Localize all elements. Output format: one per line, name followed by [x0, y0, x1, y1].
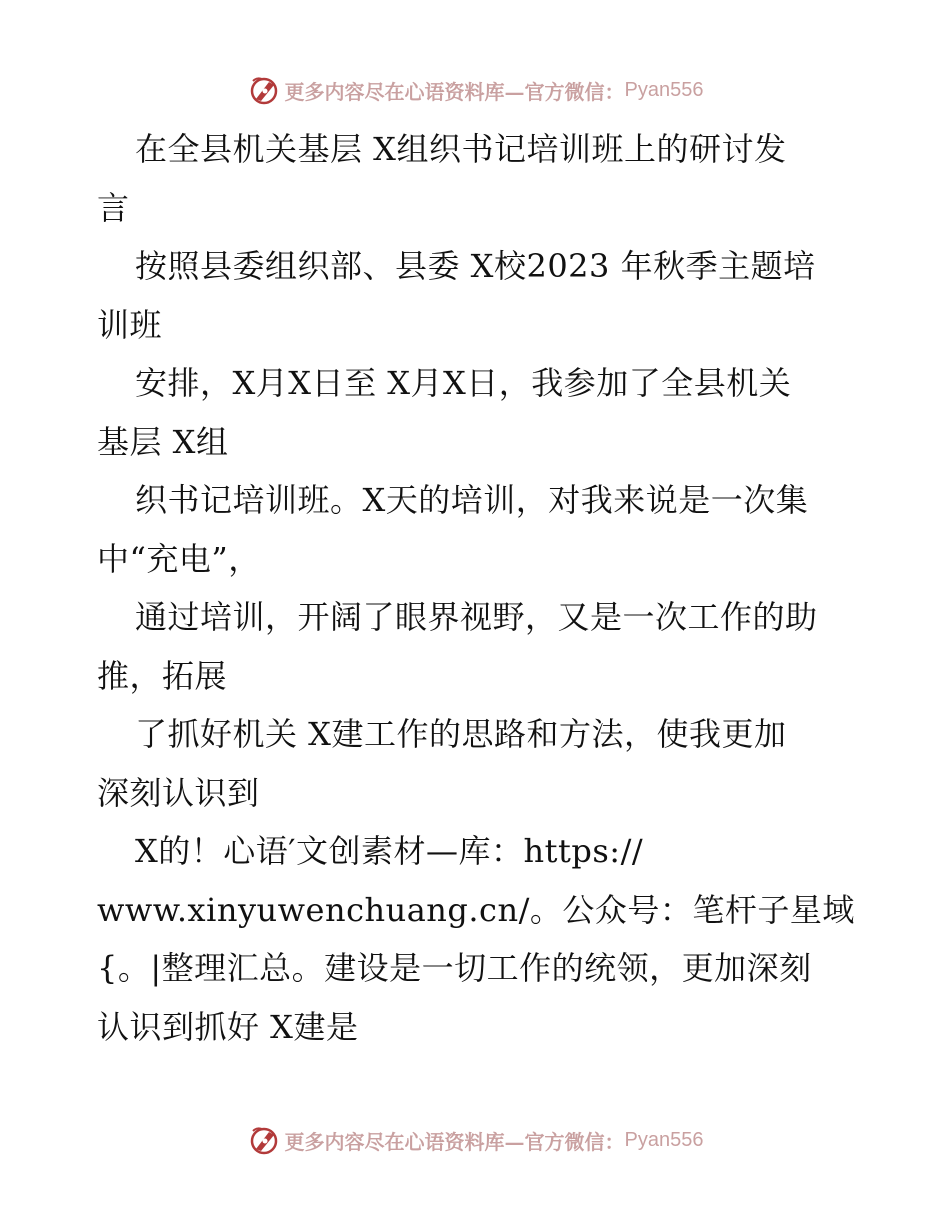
body-line: 织书记培训班。X天的培训，对我来说是一次集 [135, 481, 809, 519]
pen-nib-logo-icon [247, 73, 281, 107]
pen-nib-logo-icon [247, 1123, 281, 1157]
footer-banner-text: 更多内容尽在心语资料库—官方微信： [284, 1129, 625, 1154]
body-line: 认识到抓好 X建是 [97, 1007, 359, 1046]
body-line: 安排，X月X日至 X月X日，我参加了全县机关 [135, 364, 792, 402]
body-line: 推，拓展 [97, 656, 228, 695]
footer-banner-wechat: Pyan556 [624, 1128, 704, 1151]
body-line: 在全县机关基层 X组织书记培训班上的研讨发 [135, 130, 787, 168]
body-line: www.xinyuwenchuang.cn/。公众号：笔杆子星域 [97, 890, 855, 929]
body-line: 深刻认识到 [97, 773, 260, 812]
header-banner-wechat: Pyan556 [624, 78, 704, 101]
body-line: 言 [97, 188, 130, 227]
body-line: 通过培训，开阔了眼界视野，又是一次工作的助 [135, 598, 818, 636]
header-banner-text: 更多内容尽在心语资料库—官方微信： [284, 79, 625, 104]
body-line: 按照县委组织部、县委 X校2023 年秋季主题培 [135, 247, 816, 285]
body-line: 训班 [97, 305, 163, 344]
footer-banner [0, 1120, 950, 1160]
body-line: 基层 X组 [97, 422, 229, 461]
document-body [97, 120, 867, 1056]
body-line: {。|整理汇总。建设是一切工作的统领，更加深刻 [97, 949, 812, 987]
body-line: 了抓好机关 X建工作的思路和方法，使我更加 [135, 715, 787, 753]
body-line: X的！心语′文创素材—库：https:// [135, 832, 644, 870]
body-line: 中“充电”， [97, 539, 261, 578]
header-banner [0, 70, 950, 110]
